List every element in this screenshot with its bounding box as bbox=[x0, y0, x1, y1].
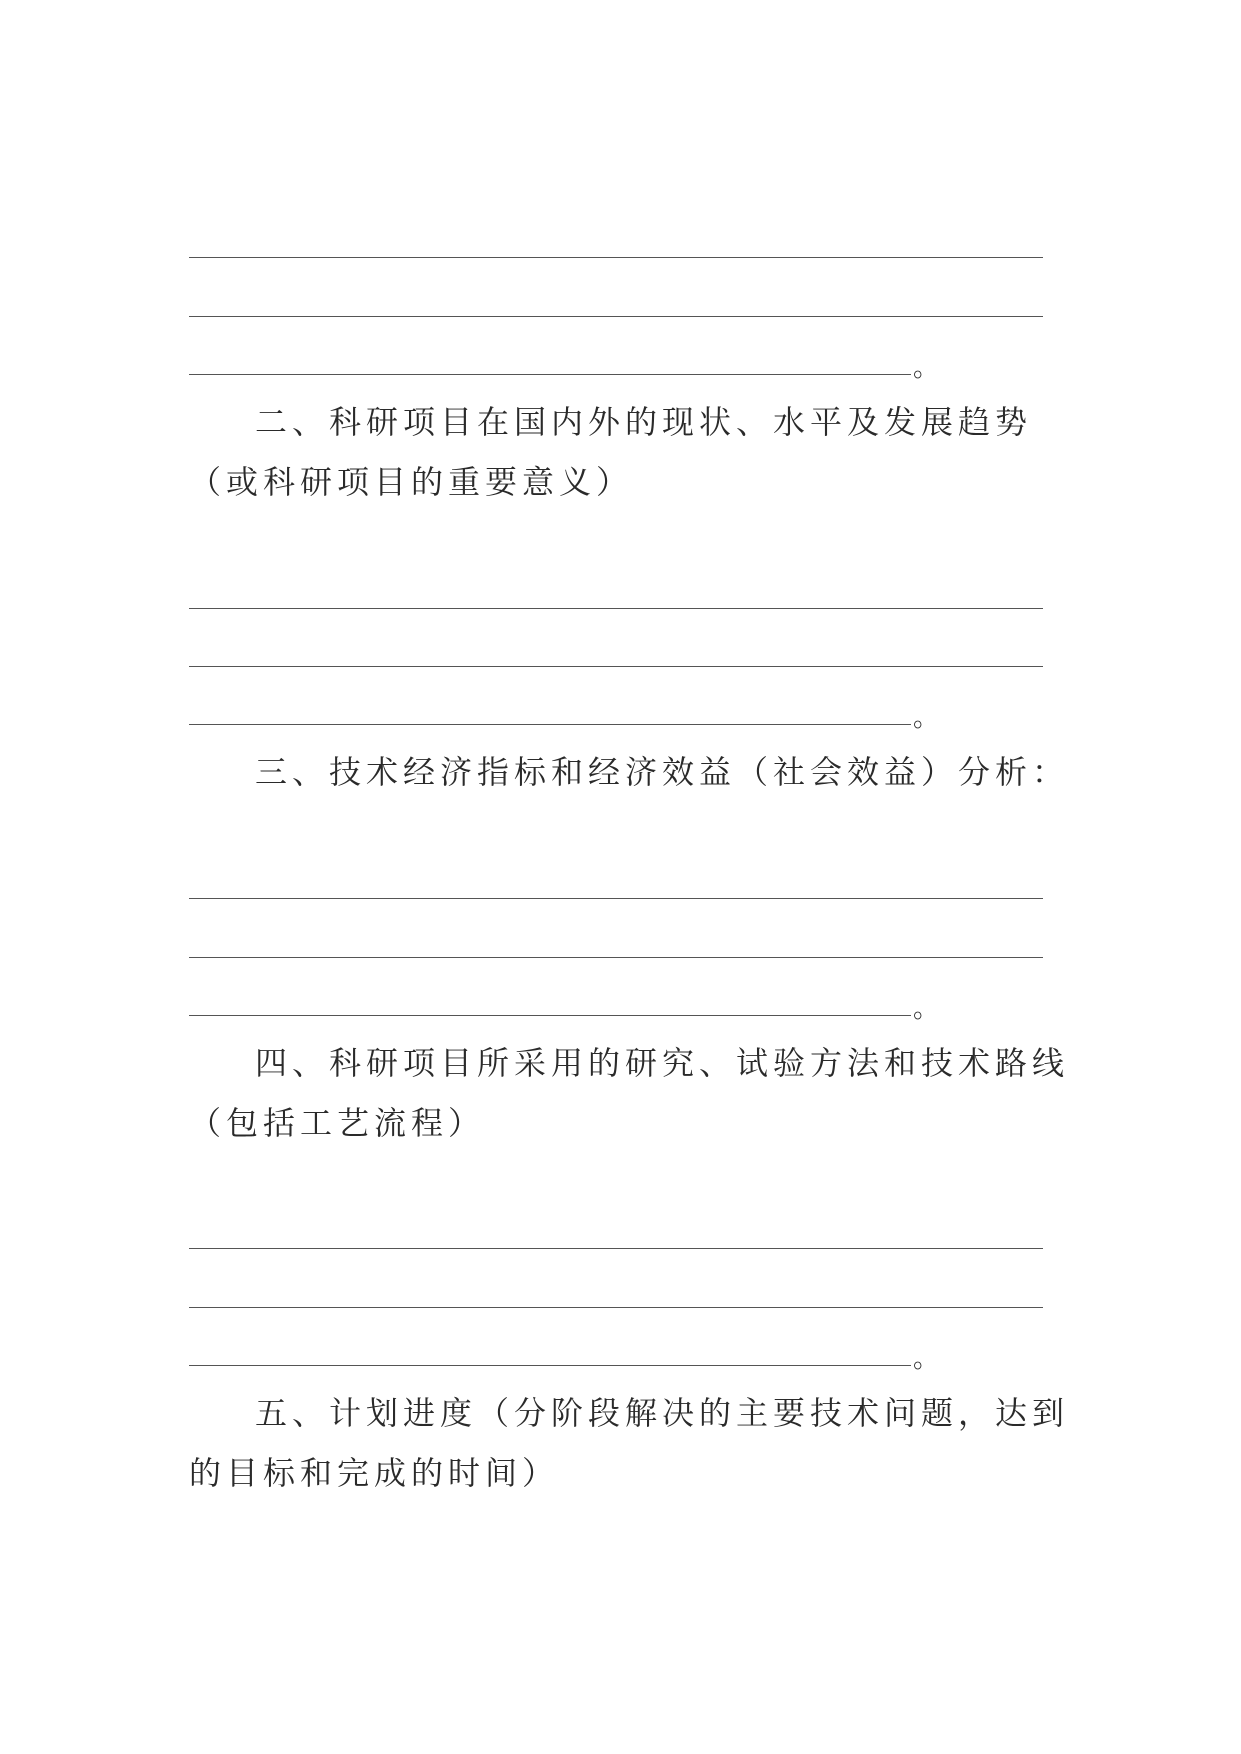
period-mark: 。 bbox=[913, 1344, 940, 1374]
fill-line[interactable] bbox=[189, 957, 1043, 958]
fill-line[interactable] bbox=[189, 1307, 1043, 1308]
fill-line[interactable] bbox=[189, 724, 911, 725]
period-mark: 。 bbox=[913, 703, 940, 733]
section-heading-2: 二、科研项目在国内外的现状、水平及发展趋势（或科研项目的重要意义） bbox=[189, 403, 1033, 501]
period-mark: 。 bbox=[913, 994, 940, 1024]
period-mark: 。 bbox=[913, 353, 940, 383]
section-heading-4: 四、科研项目所采用的研究、试验方法和技术路线（包括工艺流程） bbox=[189, 1044, 1070, 1142]
section-heading-5: 五、计划进度（分阶段解决的主要技术问题，达到的目标和完成的时间） bbox=[189, 1394, 1070, 1492]
fill-line[interactable] bbox=[189, 316, 1043, 317]
fill-line[interactable] bbox=[189, 1248, 1043, 1249]
fill-line[interactable] bbox=[189, 898, 1043, 899]
section-heading-3: 三、技术经济指标和经济效益（社会效益）分析： bbox=[255, 753, 1070, 791]
fill-line[interactable] bbox=[189, 666, 1043, 667]
fill-line[interactable] bbox=[189, 257, 1043, 258]
fill-line[interactable] bbox=[189, 1015, 911, 1016]
fill-line[interactable] bbox=[189, 374, 911, 375]
fill-line[interactable] bbox=[189, 608, 1043, 609]
fill-line[interactable] bbox=[189, 1365, 911, 1366]
